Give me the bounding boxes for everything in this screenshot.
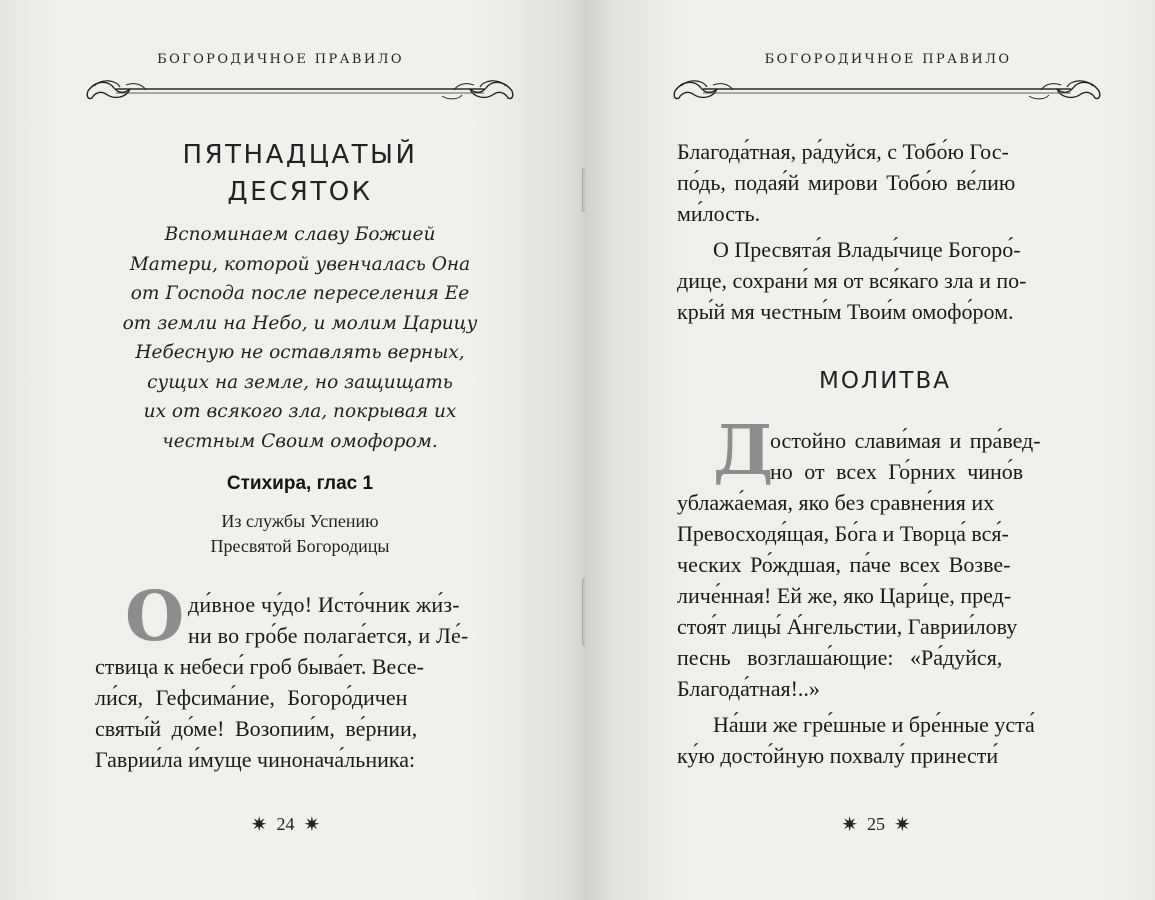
body-line: Гаврии́ла и́муще чинонача́льника: [95,747,416,772]
body-line: стоя́т лицы́ А́нгельстии, Гаврии́лову [677,614,1018,639]
body-line: Превосходя́щая, Бо́га и Творца́ вся́- [677,521,1009,546]
hymn-source-line: Из службы Успению [221,511,379,531]
page-number-value: 24 [276,814,295,834]
body-line: ни во гро́бе полага́ется, и Ле́- [188,623,469,648]
ornament-divider-right [673,76,1101,106]
body-line: дице, сохрани́ мя от вся́каго зла и по- [677,268,1027,293]
running-head-left: БОГОРОДИЧНОЕ ПРАВИЛО [157,52,404,67]
intro-line: Вспоминаем славу Божией [164,224,436,245]
body-line: песнь возглаша́ющие: «Ра́дуйся, [677,645,1003,670]
chapter-title-line-1: ПЯТНАДЦАТЫЙ [182,140,418,170]
page-number-right [591,811,1155,836]
running-head-right: БОГОРОДИЧНОЕ ПРАВИЛО [764,52,1012,67]
body-line: ствица к небеси́ гроб быва́ет. Весе- [95,654,424,679]
chapter-title [150,137,450,211]
body-line: ми́лость. [677,201,761,226]
section-heading-molitva: МОЛИТВА [818,368,951,394]
body-line: ди́вное чу́до! Исто́чник жи́з- [188,592,460,617]
body-line: Благода́тная, ра́дуйся, с Тобо́ю Гос- [677,139,1009,164]
body-line: ублажа́емая, яко без сравне́ния их [677,490,995,515]
body-line: личе́нная! Ей же, яко Цари́це, пред- [677,583,1012,608]
intro-line: от Господа после переселения Ее [130,283,470,304]
chapter-title-line-2: ДЕСЯТОК [227,177,373,207]
hymn-source-line: Пресвятой Богородицы [210,536,390,556]
body-line: остойно слави́мая и пра́вед- [770,428,1041,453]
intro-line: честным Своим омофором. [162,430,438,452]
body-line: но от всех Го́рних чино́в [770,459,1024,484]
body-line: Благода́тная!..» [677,676,820,701]
star-ornament: ✷ [841,814,858,836]
intro-line: Небесную не оставлять верных, [135,342,465,363]
right-page [585,0,1155,900]
drop-cap-left: О [125,577,185,657]
body-line: ку́ю досто́йную похвалу́ принести́ [677,743,999,768]
body-line: На́ши же гре́шные и бре́нные уста́ [713,712,1035,737]
star-ornament: ✷ [303,814,321,836]
body-line: О Пресвята́я Влады́чице Богоро́- [713,237,1021,262]
body-line: ли́ся, Гефсима́ние, Богоро́дичен [95,685,408,710]
intro-line: Матери, которой увенчалась Она [129,253,471,275]
intro-line: от земли на Небо, и молим Царицу [122,312,478,334]
ornament-divider-left [86,76,514,106]
intro-line: сущих на земле, но защищать [147,371,453,393]
star-ornament: ✷ [250,814,268,836]
hymn-heading: Стихира, глас 1 [226,473,374,494]
body-line: ческих Ро́ждшая, па́че всех Возве- [677,552,1011,577]
page-number-value: 25 [867,814,885,834]
hymn-source [150,509,450,559]
star-ornament: ✷ [894,814,911,836]
body-line: святы́й до́ме! Возопии́м, ве́рнии, [95,716,418,741]
chapter-intro [80,220,520,456]
drop-cap-right: Д [713,411,774,491]
body-line: по́дь, подая́й мирови Тобо́ю ве́лию [677,170,1016,195]
page-number-left [0,811,578,836]
intro-line: их от всякого зла, покрывая их [143,401,457,422]
body-line: кры́й мя честны́м Твои́м омофо́ром. [677,299,1014,324]
